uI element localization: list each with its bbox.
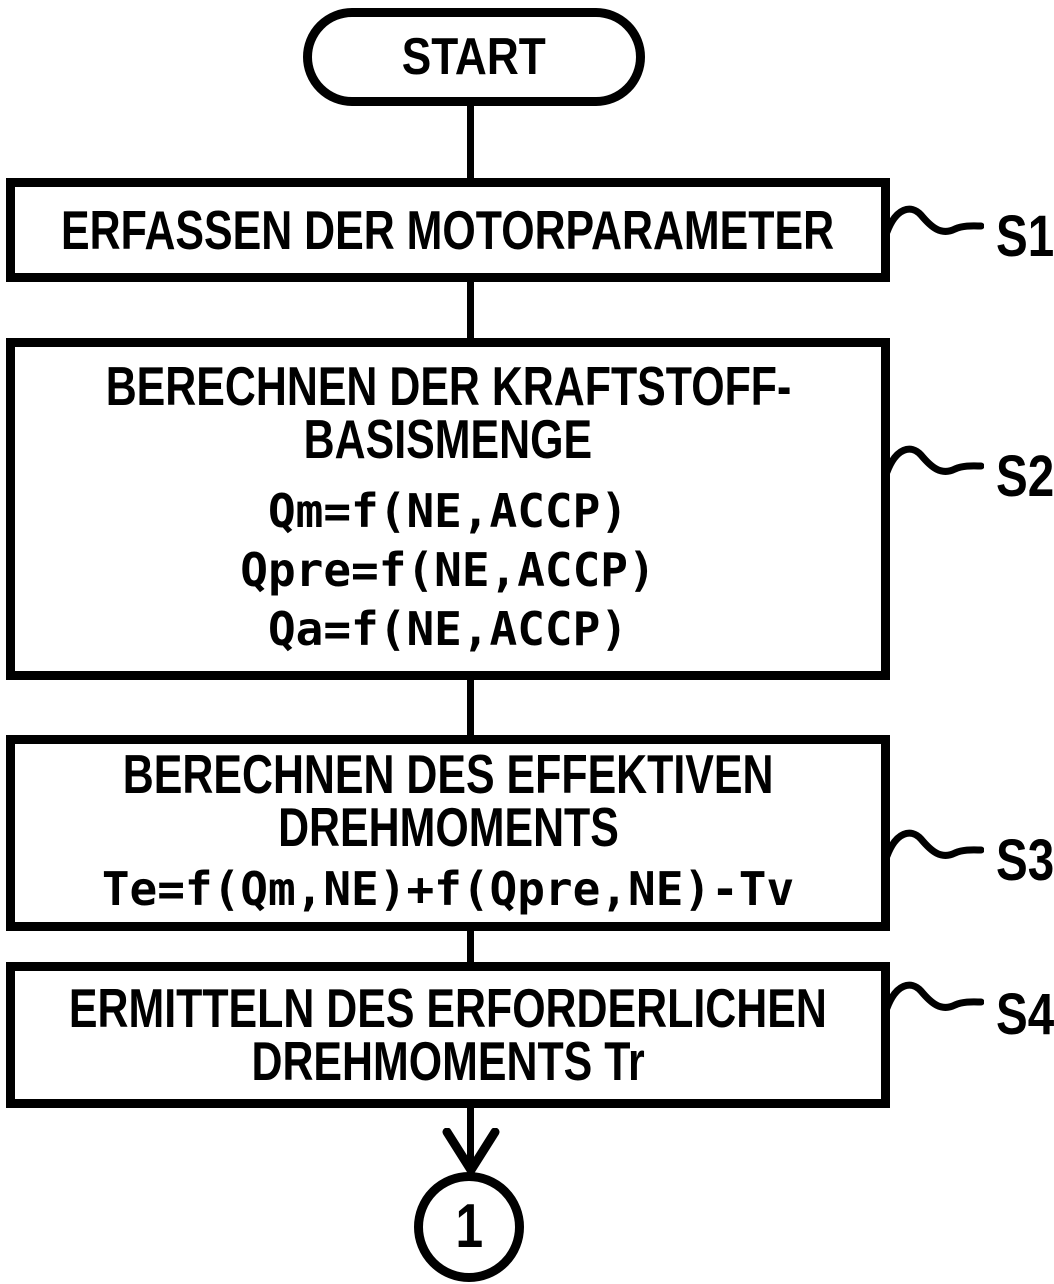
step-box-s3: [6, 735, 890, 931]
step-label-s4: S4: [996, 982, 1054, 1047]
step-s2-text-line2: BASISMENGE: [303, 407, 593, 470]
step-s3-text-line2: DREHMOMENTS: [277, 795, 619, 858]
step-s1-text: ERFASSEN DER MOTORPARAMETER: [61, 198, 835, 261]
step-s2-formula-qm: Qm=f(NE,ACCP): [267, 483, 628, 538]
start-label: START: [401, 28, 547, 86]
leader-squiggle-s4: [884, 972, 984, 1028]
flow-line-start-s1: [467, 106, 474, 180]
step-s2-text-line1: BERECHNEN DER KRAFTSTOFF-: [105, 354, 791, 417]
step-label-s1: S1: [996, 204, 1054, 269]
step-box-s4: [6, 962, 890, 1108]
leader-squiggle-s2: [884, 436, 984, 492]
step-box-s1: [6, 178, 890, 282]
step-s3-formulas: [102, 860, 794, 919]
flow-line-s1-s2: [467, 280, 474, 340]
step-label-s2: S2: [996, 444, 1054, 509]
flow-line-s2-s3: [467, 678, 474, 737]
start-terminal: [303, 8, 645, 106]
step-s2-formula-qpre: Qpre=f(NE,ACCP): [240, 542, 656, 597]
step-s2-formulas: [240, 482, 655, 659]
step-box-s2: [6, 338, 890, 680]
leader-squiggle-s3: [884, 820, 984, 876]
arrowhead-icon: [441, 1128, 501, 1174]
step-s3-formula-te: Te=f(Qm,NE)+f(Qpre,NE)-Tv: [101, 861, 795, 916]
step-label-s3: S3: [996, 828, 1054, 893]
step-s4-text-line2: DREHMOMENTS Tr: [251, 1030, 645, 1092]
step-s3-text-line1: BERECHNEN DES EFFEKTIVEN: [122, 742, 774, 805]
leader-squiggle-s1: [884, 196, 984, 252]
step-s2-formula-qa: Qa=f(NE,ACCP): [267, 601, 628, 656]
offpage-connector-label: 1: [455, 1192, 483, 1261]
offpage-connector: [414, 1172, 524, 1282]
step-s4-text-line1: ERMITTELN DES ERFORDERLICHEN: [69, 977, 827, 1039]
flow-line-s3-s4: [467, 929, 474, 964]
